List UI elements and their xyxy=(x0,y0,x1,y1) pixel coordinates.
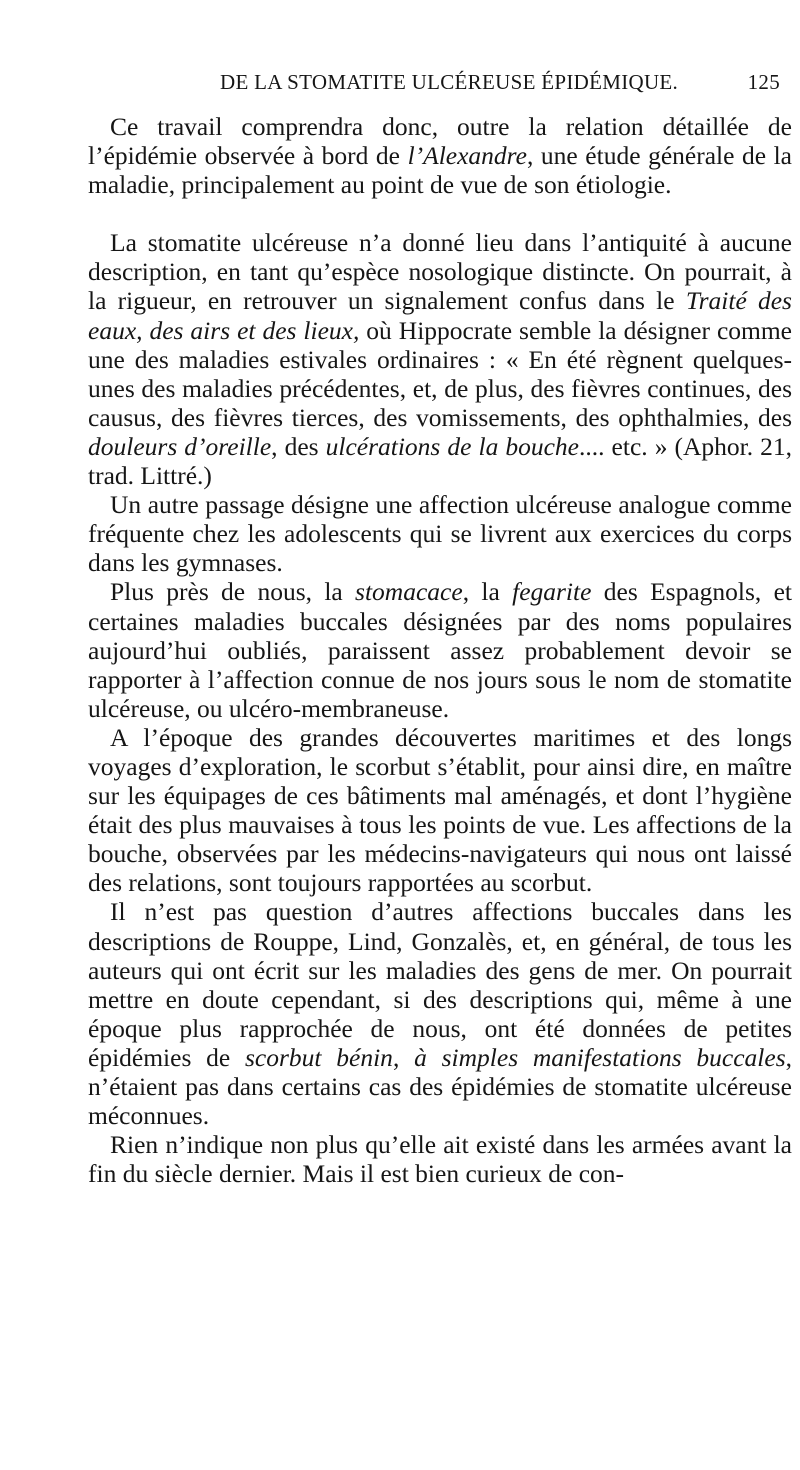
paragraph xyxy=(88,490,792,577)
text-run: des Espagnols, et certaines maladies buccales désignées par des noms populaires aujourd’hui oubliés, paraissent assez probablement devoir se rapporter à l’affection connue de nos jours sous le nom de stomatite ulcéreuse, ou ulcéro-membraneuse. xyxy=(88,577,792,723)
text-run: Un autre passage désigne une affection ulcéreuse analogue comme fréquente chez les adolescents qui se livrent aux exercices du corps dans les gymnases. xyxy=(88,490,792,578)
paragraph xyxy=(88,1130,792,1188)
paragraph xyxy=(88,228,792,490)
text-run: .... etc. » (Aphor. 21, trad. Littré.) xyxy=(88,431,793,491)
text-run: où Hippocrate semble la désigner comme une des maladies estivales ordinaires : « En été règnent quelques-unes des maladies précédentes, et, de plus, des fièvres continues, des causus, des fièvres tierces, des vomissements, des ophthalmies, des xyxy=(88,315,792,432)
paragraph xyxy=(88,723,792,898)
text-run: , xyxy=(392,1042,415,1072)
italic-text-run: fegarite xyxy=(512,577,592,607)
italic-text-run: stomacace xyxy=(355,577,463,607)
paragraph xyxy=(88,897,792,1130)
text-run: Il n’est pas question d’autres affections buccales dans les descriptions de Rouppe, Lind, Gonzalès, et, en général, de tous les auteurs qui ont écrit sur les maladies des gens de mer. On pourrait mettre en doute cependant, si des descriptions qui, même à une époque plus rapprochée de nous, ont été données de petites épidémies de xyxy=(88,897,792,1072)
text-run: Rien n’indique non plus qu’elle ait existé dans les armées avant la fin du siècle dernier. Mais il est bien curieux de con- xyxy=(88,1130,792,1189)
italic-text-run: ulcérations de la bouche xyxy=(325,431,580,461)
italic-text-run: l’Alexandre xyxy=(407,141,527,171)
italic-text-run: à simples manifestations buccales xyxy=(414,1042,786,1072)
italic-text-run: Traité des eaux, des airs et des lieux, xyxy=(88,286,792,345)
text-run: , des xyxy=(271,431,326,461)
text-run: A l’époque des grandes découvertes maritimes et des longs voyages d’exploration, le scorbut s’établit, pour ainsi dire, en maître sur les équipages de ces bâtiments mal aménagés, et dont l’hygiène était des plus mauvaises à tous les points de vue. Les affections de la bouche, observées par les médecins-navigateurs qui nous ont laissé des relations, sont toujours rapportées au scorbut. xyxy=(88,722,792,898)
italic-text-run: scorbut bénin xyxy=(245,1042,393,1072)
italic-text-run: douleurs d’oreille xyxy=(88,431,272,461)
running-title: DE LA STOMATITE ULCÉREUSE ÉPIDÉMIQUE. xyxy=(220,70,679,94)
text-run: Plus près de nous, la xyxy=(110,577,356,607)
text-run: La stomatite ulcéreuse n’a donné lieu dans l’antiquité à aucune description, en tant qu’espèce nosologique distincte. On pourrait, à la rigueur, en retrouver un signalement confus dans le xyxy=(88,228,792,316)
paragraph xyxy=(88,112,792,199)
text-run: , n’étaient pas dans certains cas des épidémies de stomatite ulcéreuse méconnues. xyxy=(88,1042,793,1131)
page-number: 125 xyxy=(747,70,780,94)
text-run: , la xyxy=(462,577,513,607)
body-text xyxy=(88,112,792,1188)
paragraph xyxy=(88,577,792,722)
text-run: , une étude générale de la maladie, principalement au point de vue de son étiologie. xyxy=(88,141,792,200)
text-run: Ce travail comprendra donc, outre la relation détaillée de l’épidémie observée à bord de xyxy=(88,112,792,171)
